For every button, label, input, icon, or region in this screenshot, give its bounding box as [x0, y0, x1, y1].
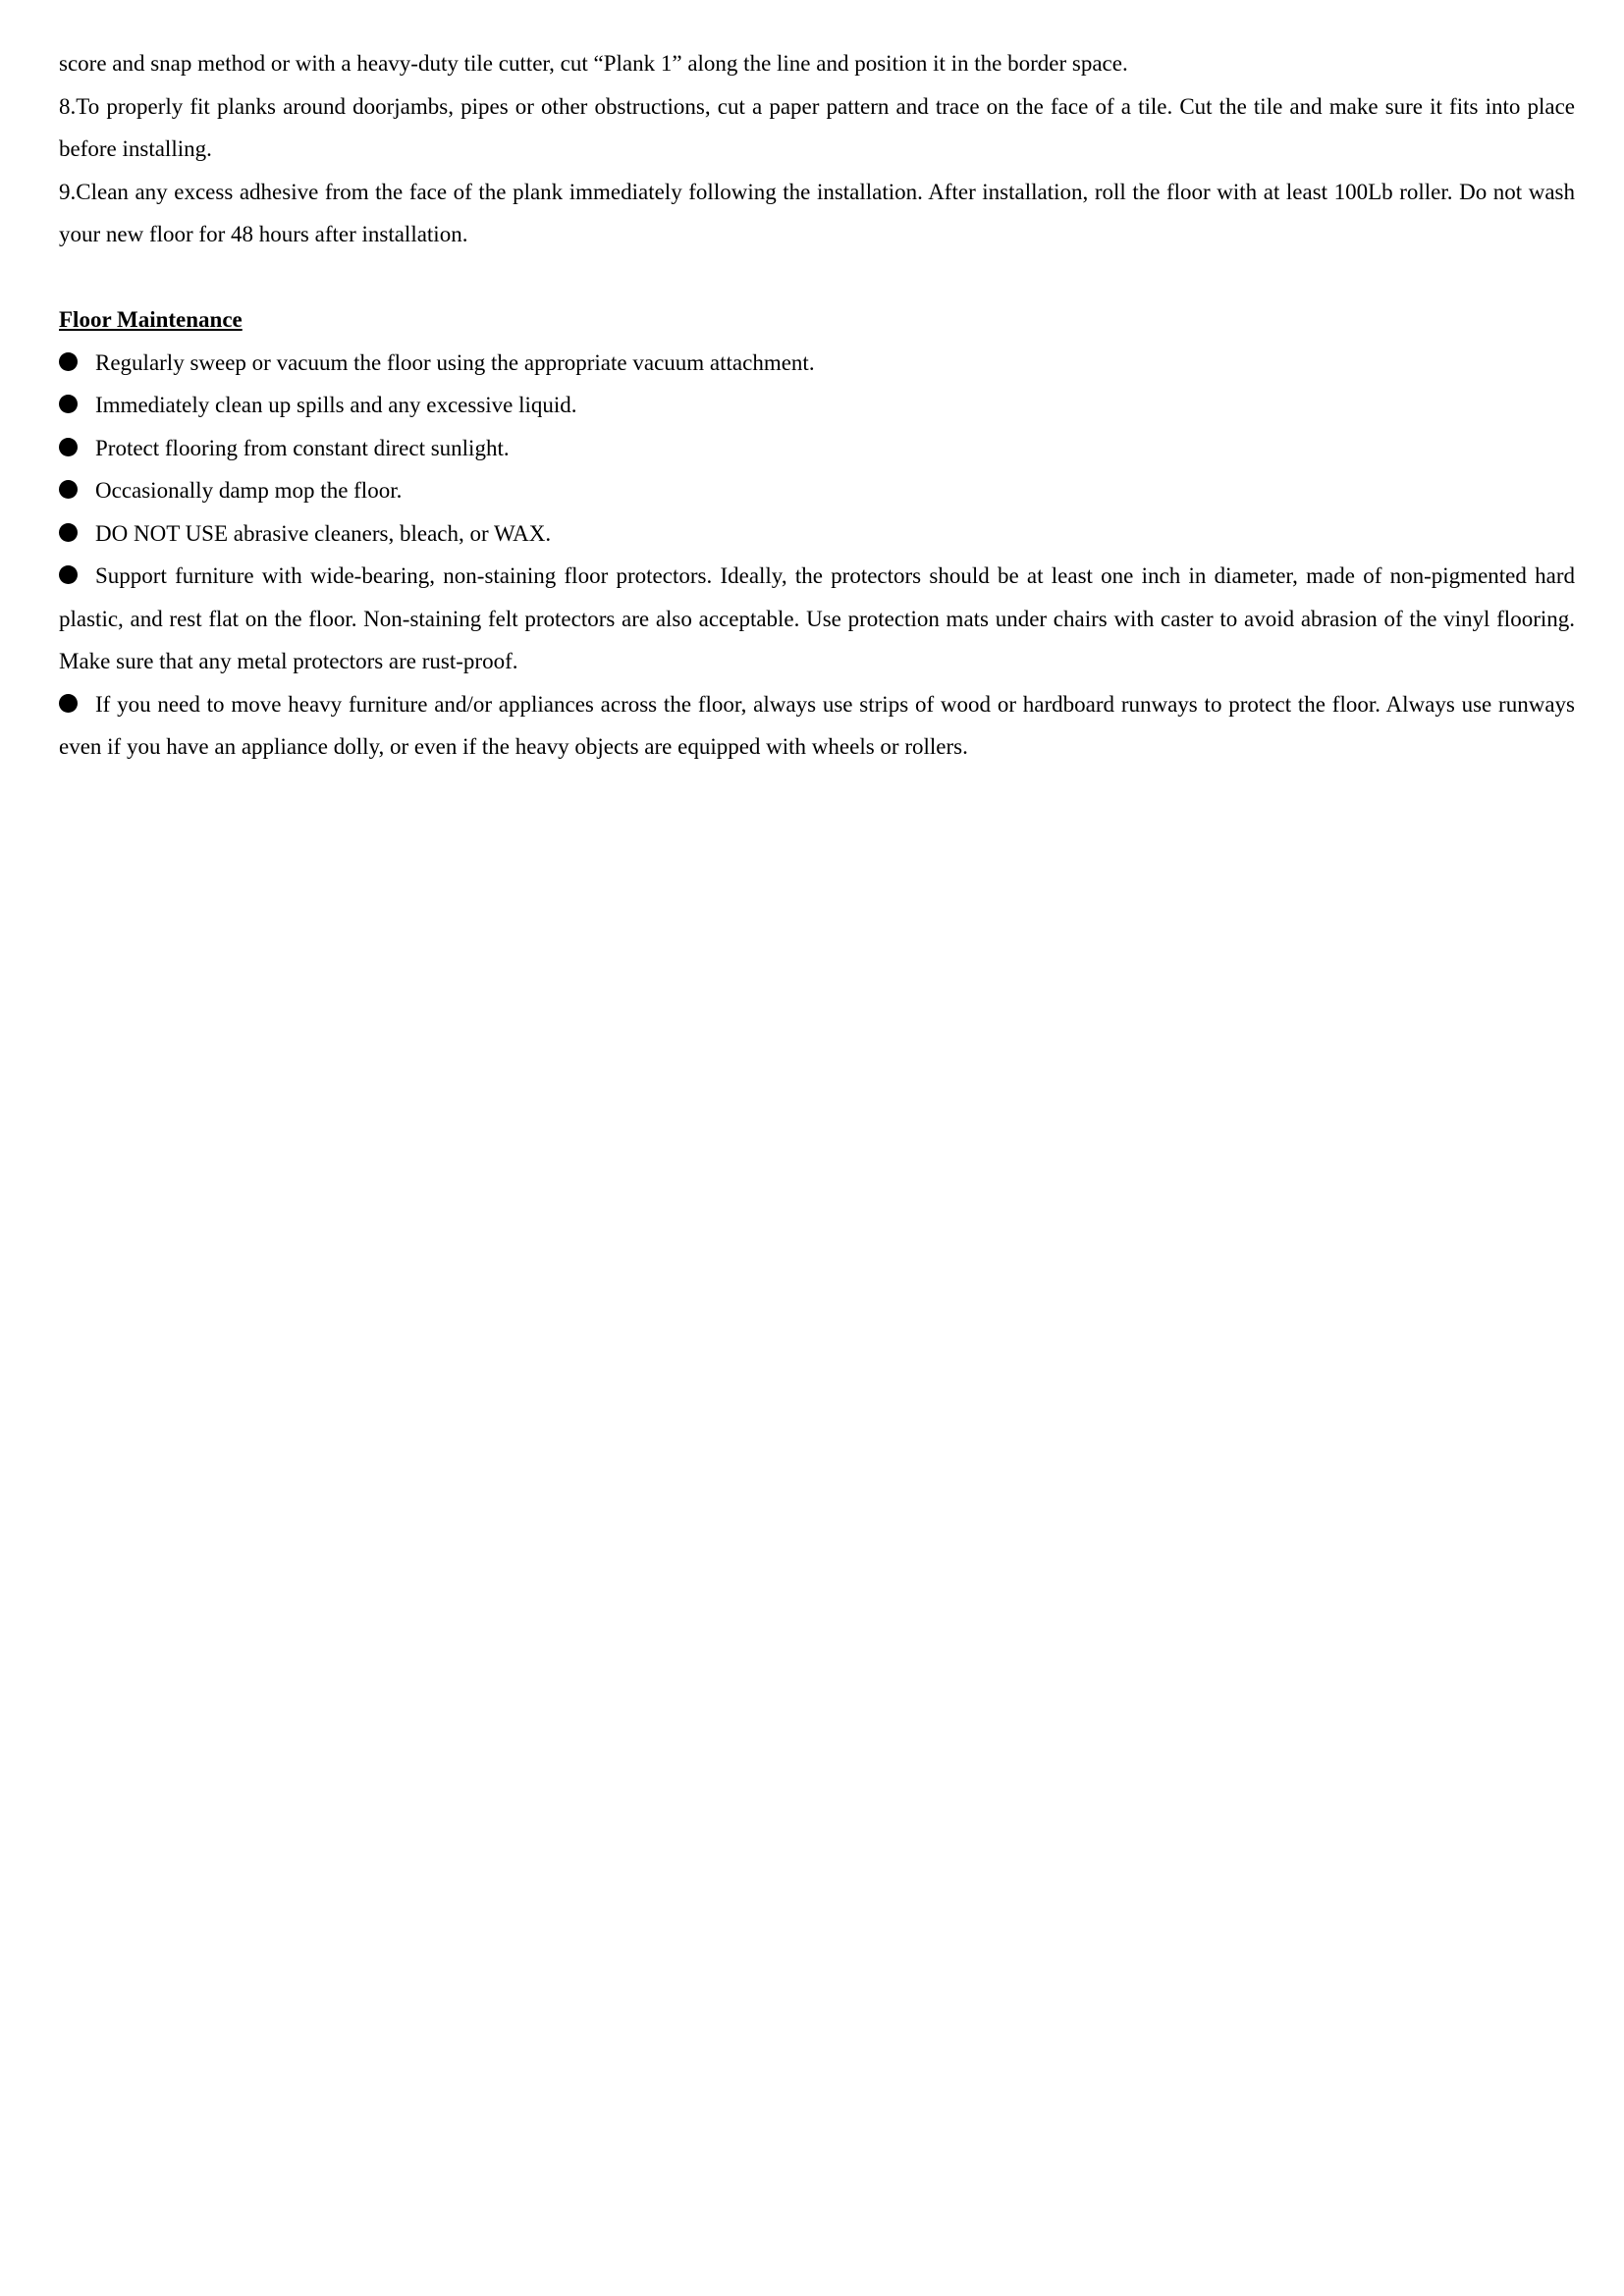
document-page — [59, 42, 1575, 769]
maintenance-item-text: Support furniture with wide-bearing, non-staining floor protectors. Ideally, the protectors should be at least one inch in diameter, made of non-pigmented hard plastic, and rest flat on the floor. Non-staining felt protectors are also acceptable. Use protection mats under chairs with caster to avoid abrasion of the vinyl flooring. Make sure that any metal protectors are rust-proof. — [59, 563, 1575, 673]
bullet-icon — [59, 694, 78, 713]
bullet-icon — [59, 438, 78, 456]
step-9-text: 9.Clean any excess adhesive from the face of the plank immediately following the installation. After installation, roll the floor with at least 100Lb roller. Do not wash your new floor for 48 hours after installation. — [59, 179, 1575, 246]
maintenance-item — [59, 512, 1575, 556]
maintenance-item-text: Protect flooring from constant direct sunlight. — [95, 435, 510, 460]
maintenance-item — [59, 555, 1575, 683]
maintenance-item-text: Immediately clean up spills and any excessive liquid. — [95, 393, 577, 417]
floor-maintenance-heading: Floor Maintenance — [59, 307, 243, 332]
bullet-icon — [59, 352, 78, 371]
maintenance-item — [59, 427, 1575, 470]
maintenance-item — [59, 342, 1575, 385]
maintenance-item — [59, 384, 1575, 427]
step-8-text: 8.To properly fit planks around doorjambs, pipes or other obstructions, cut a paper pattern and trace on the face of a tile. Cut the tile and make sure it fits into place before installing. — [59, 93, 1575, 161]
maintenance-item — [59, 683, 1575, 769]
maintenance-item — [59, 469, 1575, 512]
bullet-icon — [59, 565, 78, 584]
maintenance-item-text: If you need to move heavy furniture and/or appliances across the floor, always use strips of wood or hardboard runways to protect the floor. Always use runways even if you have an appliance dolly, or even if the heavy objects are equipped with wheels or rollers. — [59, 691, 1575, 759]
bullet-icon — [59, 523, 78, 542]
maintenance-item-text: Regularly sweep or vacuum the floor using the appropriate vacuum attachment. — [95, 349, 815, 375]
maintenance-item-text: Occasionally damp mop the floor. — [95, 478, 403, 503]
bullet-icon — [59, 395, 78, 413]
bullet-icon — [59, 480, 78, 499]
step-7-continuation: score and snap method or with a heavy-duty tile cutter, cut “Plank 1” along the line and position it in the border space. — [59, 51, 1128, 76]
section-spacer — [59, 256, 1575, 299]
maintenance-item-text: DO NOT USE abrasive cleaners, bleach, or WAX. — [95, 520, 552, 546]
